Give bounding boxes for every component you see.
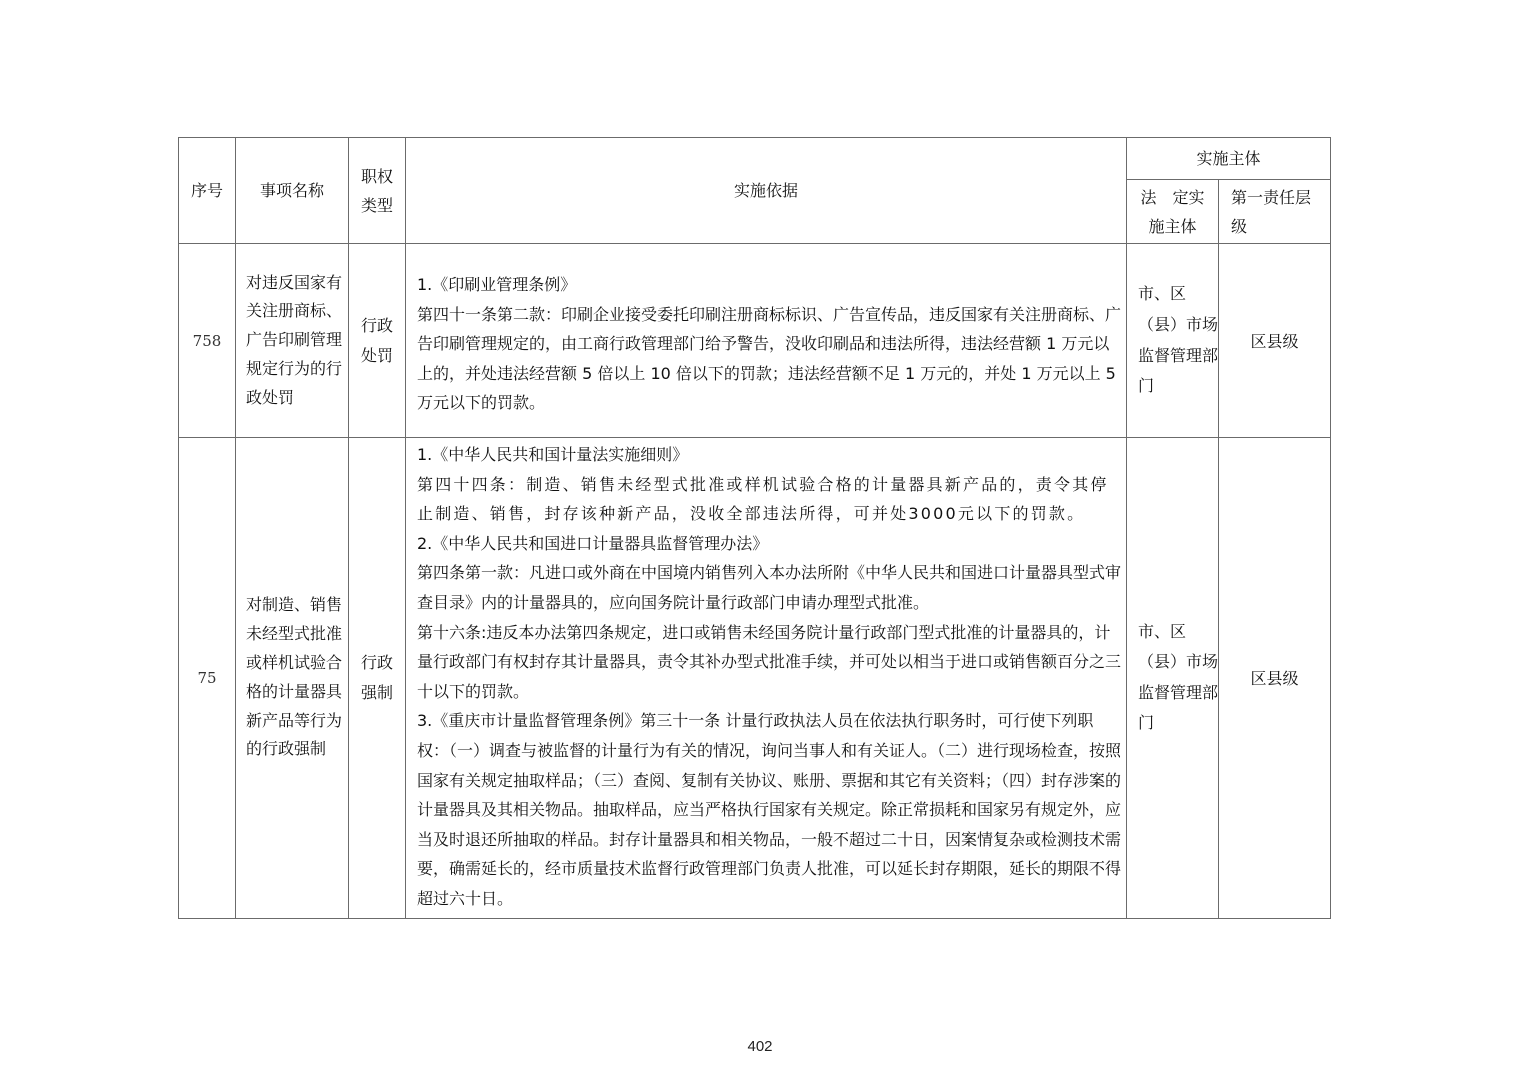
header-basis: 实施依据: [406, 138, 1127, 244]
row-number: 758: [179, 244, 236, 438]
item-name: 对违反国家有关注册商标、广告印刷管理规定行为的行政处罚: [236, 244, 349, 438]
header-type: 职权类型: [349, 138, 406, 244]
legal-subject: 市、区（县）市场监督管理部门: [1127, 244, 1219, 438]
enforcement-table: [178, 137, 1331, 919]
row-number: 75: [179, 438, 236, 919]
header-subject-group: 实施主体: [1127, 138, 1331, 180]
basis-paragraph: 2.《中华人民共和国进口计量器具监督管理办法》: [417, 533, 769, 553]
basis-cell: [406, 438, 1127, 919]
page-number: 402: [747, 1038, 773, 1055]
basis-paragraph: 1.《中华人民共和国计量法实施细则》: [417, 445, 689, 464]
basis-paragraph: 第四十四条：制造、销售未经型式批准或样机试验合格的计量器具新产品的，责令其停止制造、销售，封存该种新产品，没收全部违法所得，可并处3000元以下的罚款。: [417, 474, 1109, 524]
basis-paragraph: 第四条第一款：凡进口或外商在中国境内销售列入本办法所附《中华人民共和国进口计量器具型式审查目录》内的计量器具的，应向国务院计量行政部门申请办理型式批准。: [417, 563, 1122, 612]
power-type: 行政强制: [349, 438, 406, 919]
basis-paragraph: 3.《重庆市计量监督管理条例》第三十一条 计量行政执法人员在依法执行职务时，可行使下列职权：（一）调查与被监督的计量行为有关的情况，询问当事人和有关证人。（二）进行现场检查，按照国家有关规定抽取样品；（三）查阅、复制有关协议、账册、票据和其它有关资料；（四）封存涉案的计量器具及其相关物品。抽取样品，应当严格执行国家有关规定。除正常损耗和国家另有规定外，应当及时退还所抽取的样品。封存计量器具和相关物品，一般不超过二十日，因案情复杂或检测技术需要，确需延长的，经市质量技术监督行政管理部门负责人批准，可以延长封存期限，延长的期限不得超过六十日。: [417, 711, 1122, 908]
basis-cell: [406, 244, 1127, 438]
item-name: 对制造、销售未经型式批准或样机试验合格的计量器具新产品等行为的行政强制: [236, 438, 349, 919]
table-row: [179, 438, 1331, 919]
header-name: 事项名称: [236, 138, 349, 244]
table-row: [179, 244, 1331, 438]
first-level: 区县级: [1219, 244, 1331, 438]
basis-title: 1.《印刷业管理条例》: [417, 275, 577, 294]
power-type: 行政处罚: [349, 244, 406, 438]
header-first-level: 第一责任层级: [1219, 180, 1331, 244]
basis-text: 第四十一条第二款：印刷企业接受委托印刷注册商标标识、广告宣传品，违反国家有关注册商标、广告印刷管理规定的，由工商行政管理部门给予警告，没收印刷品和违法所得，违法经营额 1 万元以上的，并处违法经营额 5 倍以上 10 倍以下的罚款；违法经营额不足 1 万元的，并处 1 万元以上 5 万元以下的罚款。: [417, 304, 1122, 413]
first-level: 区县级: [1219, 438, 1331, 919]
header-row-1: [179, 138, 1331, 180]
header-legal-subject: 法 定实施主体: [1127, 180, 1219, 244]
legal-subject: 市、区（县）市场监督管理部门: [1127, 438, 1219, 919]
header-no: 序号: [179, 138, 236, 244]
basis-paragraph: 第十六条:违反本办法第四条规定，进口或销售未经国务院计量行政部门型式批准的计量器具的，计量行政部门有权封存其计量器具，责令其补办型式批准手续，并可处以相当于进口或销售额百分之三十以下的罚款。: [417, 622, 1122, 701]
